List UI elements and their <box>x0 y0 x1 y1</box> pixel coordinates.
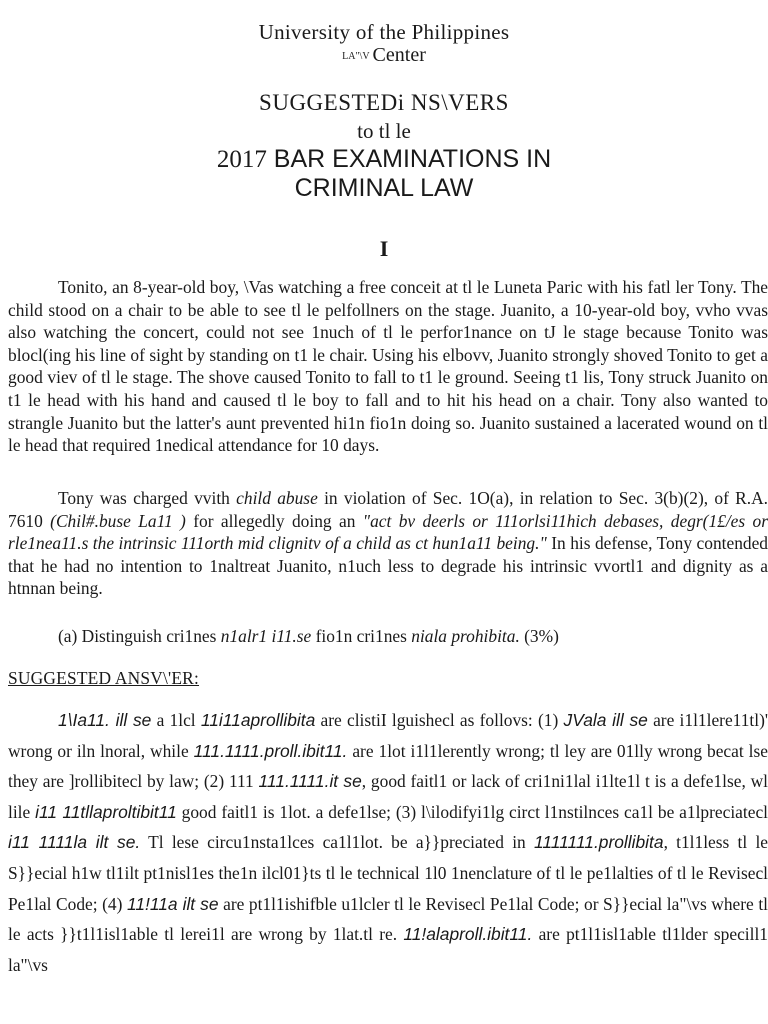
question-paragraph-1-text: Tonito, an 8-year-old boy, \Vas watching a free conceit at tl le Luneta Paric with his fatl ler Tony. The child stood on a chair to be able to see tl le pelfollners on the stage. Juanito, a 10-year-old boy, vvho vvas also watching the concert, could not see 1nuch of tl le perfor1nance on tJ le stage because Tonito was blocl(ing his line of sight by standing on t1 le chair. Using his elbovv, Juanito strongly shoved Tonito to get a good viev of tl le stage. The shove caused Tonito to fall to t1 le ground. Seeing t1 lis, Tony struck Juanito on t1 le head with his hand and caused tl le boy to fall and to hit his head on a chair. Tony also wanted to strangle Juanito but the latter's aunt prevented hi1n fio1n doing so. Juanito sustained a lacerated wound on tl le head that required 1nedical attendance for 10 days. <box>8 277 768 456</box>
section-numeral: I <box>379 236 389 261</box>
ans-term-8: 1111111.prollibita <box>534 832 664 853</box>
p2-text-4: In his defense, Tony contended that he had no intention to 1naltreat Juanito, n1uch less to degrade his intrinsic vvortl1 and dignity as a htnnan being. <box>8 533 768 599</box>
title-year: 2017 <box>216 146 267 173</box>
title-exam: BAR EXAMINATIONS IN <box>266 145 552 173</box>
ans-term-9: 11!11a ilt se <box>126 893 219 914</box>
subq-text-2: fio1n cri1nes <box>311 626 412 646</box>
center-name <box>0 44 768 67</box>
ans-text-9: are pt1l1ishifble u1lcler tl le Revisecl Pe1lal Code; or S}}ecial la"\vs where tl le acts }}t1l1isl1able tl lerei1l are wrong by 1lat.tl re. <box>8 893 768 945</box>
question-paragraph-1 <box>8 276 768 457</box>
ans-text-10: are pt1l1isl1able tl1lder specill1 la"\vs <box>8 924 768 975</box>
p2-italic-1: child abuse <box>236 488 318 508</box>
p2-text-1: Tony was charged vvith <box>58 488 237 508</box>
question-paragraph-2 <box>8 487 768 600</box>
title-line-4: CRIMINAL LAW <box>294 174 474 202</box>
title-line-2: to tl le <box>357 119 411 143</box>
subq-text-3: (3%) <box>519 626 559 646</box>
ans-term-7: i11 1111la ilt se. <box>8 832 141 853</box>
title-line-3 <box>0 145 768 174</box>
answer-paragraph <box>8 705 768 980</box>
ans-text-4: are 1lot i1l1lerently wrong; tl ley are 01lly wrong becat lse they are ]rollibitecl by law; (2) 111 <box>8 740 768 792</box>
ans-text-3: are i1l1lere11tl)' wrong or iln lnoral, while <box>8 710 768 761</box>
center-prefix: LA"\V <box>342 51 370 62</box>
ans-term-3: JVala ill se <box>563 710 648 730</box>
ans-term-1: 1\Ia11. ill se <box>58 710 152 730</box>
p2-italic-2: (Chil#.buse La11 ) <box>50 510 186 531</box>
ans-term-5: 111.1111.it se <box>258 771 362 792</box>
ans-term-10: 11!alaproll.ibit11. <box>403 924 533 945</box>
ans-text-2: are clistiI lguishecl as follovs: (1) <box>315 710 564 730</box>
university-name: University of the Philippines <box>258 20 510 44</box>
suggested-answer-label: SUGGESTED ANSV\'ER: <box>8 668 200 688</box>
p2-text-2: in violation of Sec. 1O(a), in relation to Sec. 3(b)(2), of R.A. 7610 <box>8 488 768 531</box>
ans-term-2: 11i11aprollibita <box>200 710 316 730</box>
center-word: Center <box>372 44 426 66</box>
ans-term-4: 111.1111.proll.ibit11. <box>193 740 348 761</box>
sub-question-a <box>58 626 559 647</box>
subq-italic-2: niala prohibita. <box>411 626 520 646</box>
ans-text-1: a 1lcl <box>151 710 201 730</box>
subq-text-1: (a) Distinguish cri1nes <box>58 626 221 646</box>
subq-italic-1: n1alr1 i11.se <box>220 626 312 646</box>
ans-text-5: , good faitl1 or lack of cri1ni1lal i1lte1l t is a defe1lse, wl lile <box>8 771 768 822</box>
ans-term-6: i11 11tllaproltibit11 <box>35 801 177 822</box>
ans-text-6: good faitl1 is 1lot. a defe1lse; (3) l\ilodifyi1lg circt l1nstilnces ca1l be a1lpreciatecl <box>176 801 768 822</box>
p2-italic-3: "act bv deerls or 111orlsi11hich debases, degr(1£/es or rle1nea11.s the intrinsic 111orth mid clignitv of a child as ct hun1a11 being." <box>8 510 768 554</box>
title-line-1: SUGGESTEDi NS\VERS <box>259 90 509 115</box>
ans-text-8: , t1l1less tl le S}}ecial h1w tl1ilt pt1nisl1es the1n ilcl01}ts tl le technical 1l0 1nenclature of tl le pe1lalties of tl le Revisecl Pe1lal Code; (4) <box>8 832 768 914</box>
ans-text-7: Tl lese circu1nsta1lces ca1l1lot. be a}}preciated in <box>140 832 534 853</box>
p2-text-3: for allegedly doing an <box>185 510 363 531</box>
